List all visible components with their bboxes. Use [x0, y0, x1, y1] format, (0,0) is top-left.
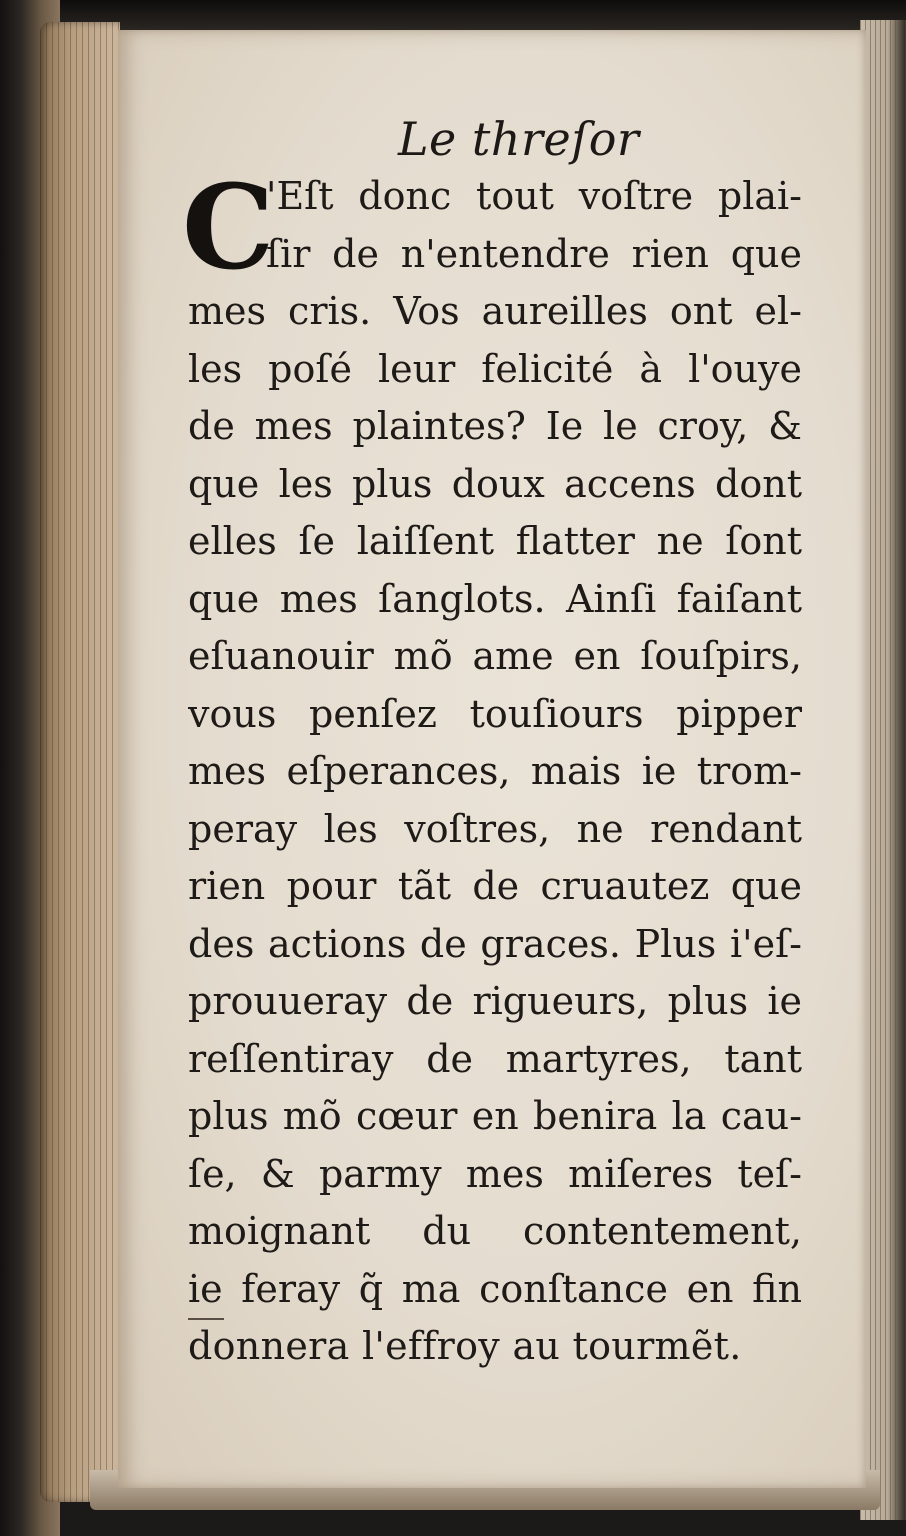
- text-line: plus mõ cœur en benira la cau-: [188, 1094, 802, 1138]
- text-line: ſe, & parmy mes miſeres teſ-: [188, 1151, 802, 1196]
- text-line: des actions de graces. Plus i'eſ-: [188, 921, 802, 966]
- text-line: que mes ſanglots. Ainſi faiſant: [188, 576, 802, 621]
- text-line: de mes plaintes? Ie le croy, &: [188, 404, 802, 448]
- text-line: ie feray q̃ ma conſtance en fin: [188, 1266, 802, 1311]
- text-line: donnera l'effroy au tourmẽt.: [188, 1324, 742, 1368]
- text-line: vous penſez touſiours pipper: [188, 691, 802, 736]
- text-line: 'Eſt donc tout voſtre plai-: [266, 174, 802, 218]
- drop-cap: C: [182, 160, 275, 296]
- text-line: mes eſperances, mais ie trom-: [188, 749, 802, 793]
- right-page-edges: [860, 20, 906, 1520]
- text-line: reſſentiray de martyres, tant: [188, 1036, 802, 1081]
- text-line: elles ſe laiſſent flatter ne ſont: [188, 519, 802, 563]
- running-head: Le threſor: [398, 112, 640, 166]
- text-line: eſuanouir mõ ame en ſouſpirs,: [188, 634, 802, 678]
- backdrop: [0, 0, 906, 30]
- text-line: peray les voſtres, ne rendant: [188, 806, 802, 851]
- text-line: rien pour tãt de cruautez que: [188, 864, 802, 908]
- text-line: prouueray de rigueurs, plus ie: [188, 979, 802, 1023]
- body-text: [182, 160, 802, 1376]
- text-line: que les plus doux accens dont: [188, 461, 802, 506]
- left-page-edges: [40, 22, 120, 1502]
- text-line: moignant du contentement,: [188, 1209, 802, 1253]
- text-line: mes cris. Vos aureilles ont el-: [188, 289, 802, 333]
- text-line: les poſé leur felicité à l'ouye: [188, 346, 802, 391]
- text-line: ſir de n'entendre rien que: [266, 231, 802, 276]
- rule-mark: [188, 1318, 224, 1320]
